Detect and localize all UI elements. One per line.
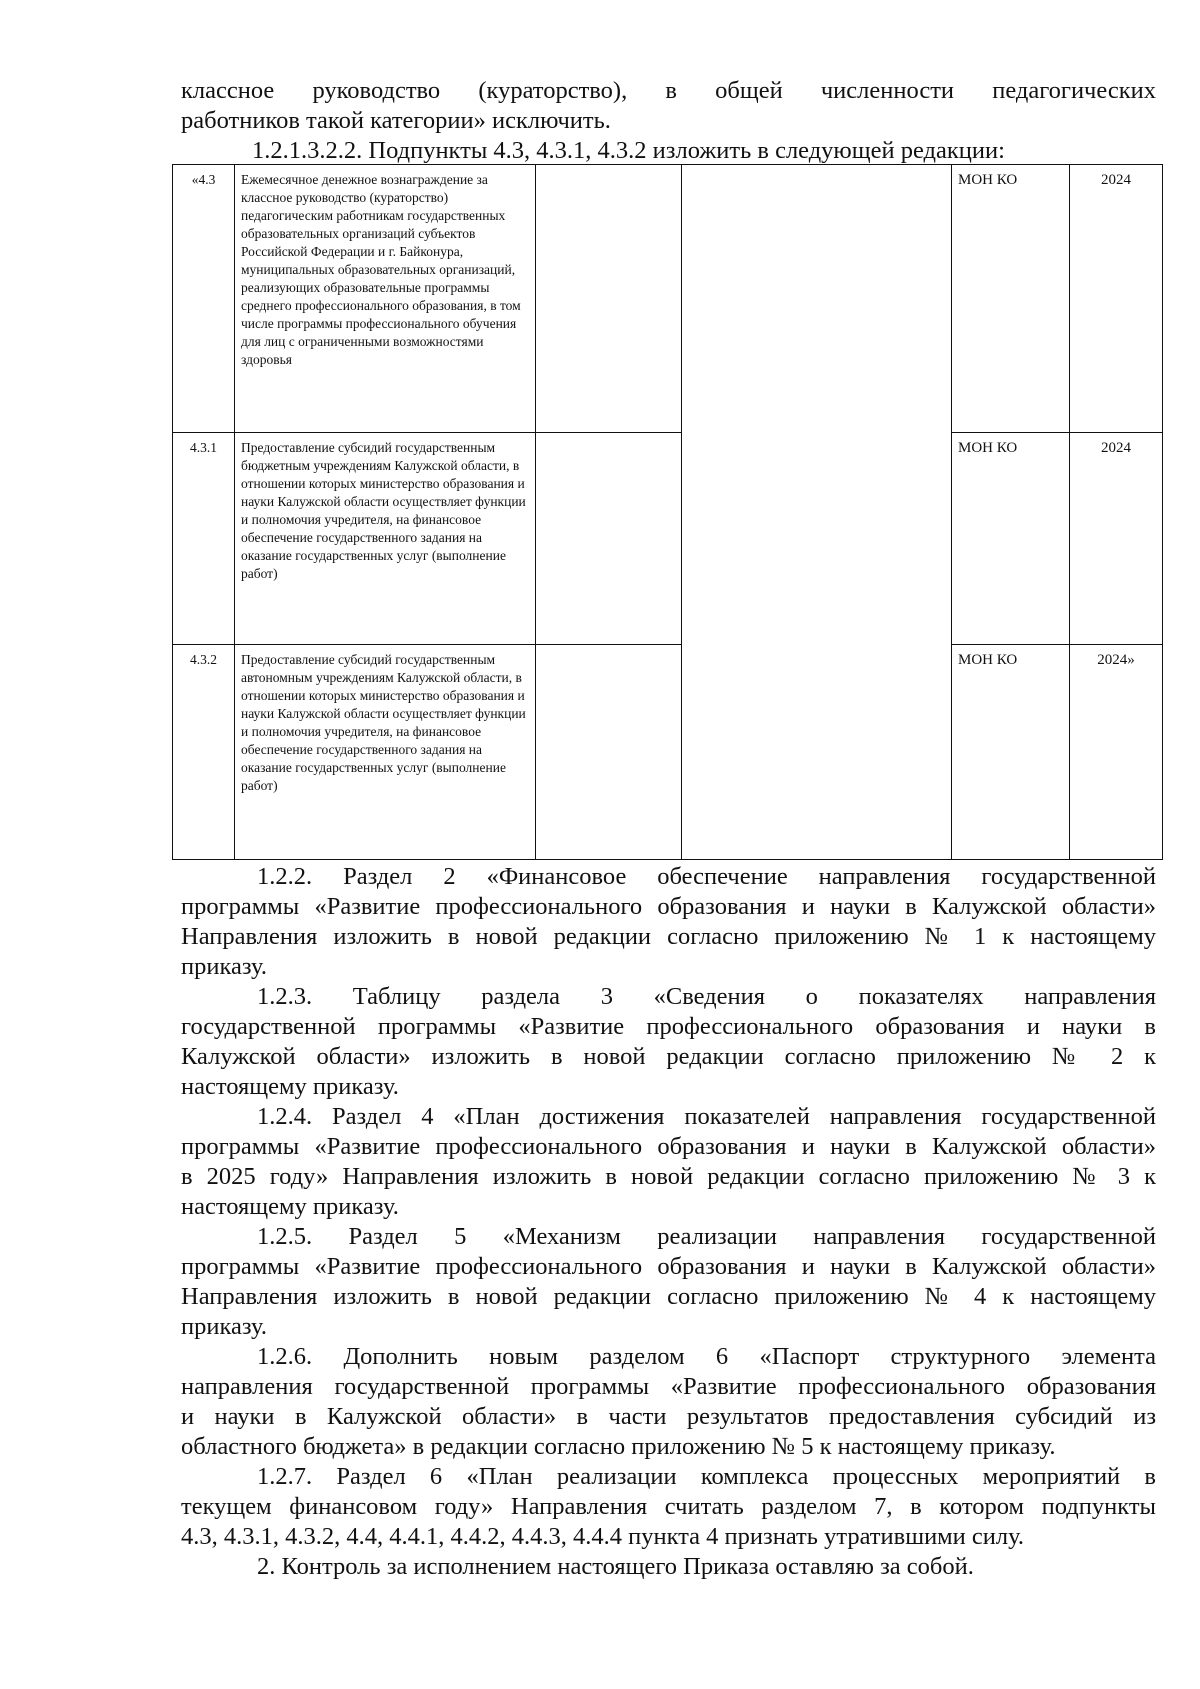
- paragraph-1-2-6: [181, 1342, 1156, 1462]
- empty-cell: [536, 645, 682, 860]
- row-description: Предоставление субсидий государственным автономным учреждениям Калужской области, в отношении которых министерство образования и науки Калужской области осуществляет функции и полномочия учредителя, на финансовое обеспечение государственного задания на оказание государственных услуг (выполнение работ): [235, 645, 536, 860]
- subheading: 1.2.1.3.2.2. Подпункты 4.3, 4.3.1, 4.3.2 изложить в следующей редакции:: [252, 137, 1005, 164]
- text-line: приказу.: [181, 1313, 267, 1340]
- row-description: Предоставление субсидий государственным бюджетным учреждениям Калужской области, в отношении которых министерство образования и науки Калужской области осуществляет функции и полномочия учредителя, на финансовое обеспечение государственного задания на оказание государственных услуг (выполнение работ): [235, 433, 536, 645]
- text-line: Калужской области» изложить в новой редакции согласно приложению № 2 к: [181, 1043, 1156, 1070]
- text-line: программы «Развитие профессионального образования и науки в Калужской области»: [181, 1253, 1156, 1280]
- intro-line-2: работников такой категории» исключить.: [181, 107, 611, 134]
- intro-line-1: классное руководство (кураторство), в общей численности педагогических: [181, 77, 1156, 104]
- text-line: 2. Контроль за исполнением настоящего Приказа оставляю за собой.: [257, 1553, 974, 1580]
- empty-merged-cell: [682, 165, 952, 860]
- paragraph-1-2-7: [181, 1462, 1156, 1552]
- text-line: направления государственной программы «Развитие профессионального образования: [181, 1373, 1156, 1400]
- subitems-table: [172, 164, 1163, 860]
- row-organization: МОН КО: [952, 433, 1070, 645]
- text-line: 1.2.7. Раздел 6 «План реализации комплекса процессных мероприятий в: [257, 1463, 1156, 1490]
- intro-paragraph: [181, 76, 1156, 136]
- text-line: текущем финансовом году» Направления считать разделом 7, в котором подпункты: [181, 1493, 1156, 1520]
- table-row: [173, 645, 1163, 860]
- text-line: 1.2.4. Раздел 4 «План достижения показателей направления государственной: [257, 1103, 1156, 1130]
- text-line: 1.2.3. Таблицу раздела 3 «Сведения о показателях направления: [257, 983, 1156, 1010]
- text-line: 4.3, 4.3.1, 4.3.2, 4.4, 4.4.1, 4.4.2, 4.4.3, 4.4.4 пункта 4 признать утратившими силу.: [181, 1523, 1025, 1550]
- text-line: настоящему приказу.: [181, 1193, 399, 1220]
- document-body: [181, 862, 1156, 1582]
- row-number: 4.3.1: [173, 433, 235, 645]
- text-line: Направления изложить в новой редакции согласно приложению № 4 к настоящему: [181, 1283, 1156, 1310]
- row-organization: МОН КО: [952, 645, 1070, 860]
- text-line: областного бюджета» в редакции согласно приложению № 5 к настоящему приказу.: [181, 1433, 1056, 1460]
- text-line: 1.2.6. Дополнить новым разделом 6 «Паспорт структурного элемента: [257, 1343, 1156, 1370]
- paragraph-2: [181, 1552, 1156, 1582]
- text-line: и науки в Калужской области» в части результатов предоставления субсидий из: [181, 1403, 1156, 1430]
- paragraph-1-2-4: [181, 1102, 1156, 1222]
- row-year: 2024: [1070, 433, 1163, 645]
- text-line: государственной программы «Развитие профессионального образования и науки в: [181, 1013, 1156, 1040]
- row-number: 4.3.2: [173, 645, 235, 860]
- empty-cell: [536, 165, 682, 433]
- row-number: «4.3: [173, 165, 235, 433]
- text-line: 1.2.5. Раздел 5 «Механизм реализации направления государственной: [257, 1223, 1156, 1250]
- text-line: программы «Развитие профессионального образования и науки в Калужской области»: [181, 1133, 1156, 1160]
- paragraph-1-2-5: [181, 1222, 1156, 1342]
- paragraph-1-2-3: [181, 982, 1156, 1102]
- table-row: [173, 433, 1163, 645]
- paragraph-1-2-2: [181, 862, 1156, 982]
- text-line: Направления изложить в новой редакции согласно приложению № 1 к настоящему: [181, 923, 1156, 950]
- row-description: Ежемесячное денежное вознаграждение за классное руководство (кураторство) педагогическим работникам государственных образовательных организаций субъектов Российской Федерации и г. Байконура, муниципальных образовательных организаций, реализующих образовательные программы среднего профессионального образования, в том числе программы профессионального обучения для лиц с ограниченными возможностями здоровья: [235, 165, 536, 433]
- text-line: в 2025 году» Направления изложить в новой редакции согласно приложению № 3 к: [181, 1163, 1156, 1190]
- row-year: 2024»: [1070, 645, 1163, 860]
- text-line: приказу.: [181, 953, 267, 980]
- text-line: настоящему приказу.: [181, 1073, 399, 1100]
- empty-cell: [536, 433, 682, 645]
- table-row: [173, 165, 1163, 433]
- row-organization: МОН КО: [952, 165, 1070, 433]
- row-year: 2024: [1070, 165, 1163, 433]
- text-line: 1.2.2. Раздел 2 «Финансовое обеспечение направления государственной: [257, 863, 1156, 890]
- text-line: программы «Развитие профессионального образования и науки в Калужской области»: [181, 893, 1156, 920]
